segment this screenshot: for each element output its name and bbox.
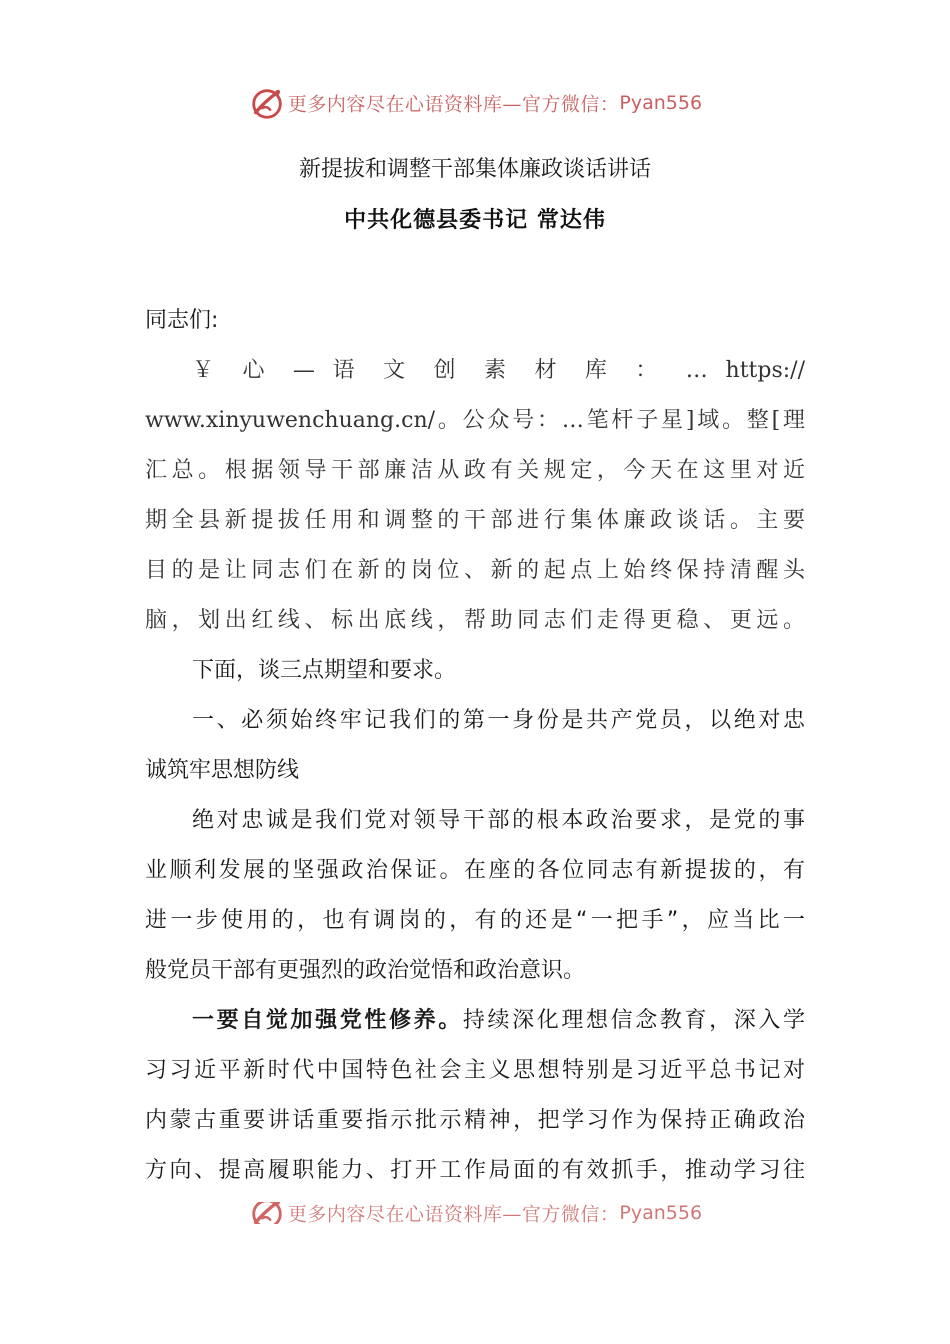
document-author: 中共化德县委书记 常达伟: [344, 208, 606, 233]
intro-line-4: 期全县新提拔任用和调整的干部进行集体廉政谈话。主要: [145, 508, 805, 533]
party-spirit-line-3: 内蒙古重要讲话重要指示批示精神，把学习作为保持正确政治: [145, 1108, 805, 1133]
party-spirit-line-1-text: 持续深化理想信念教育，深入学: [462, 1008, 805, 1033]
heading-one-line-2: 诚筑牢思想防线: [145, 758, 300, 783]
salutation: 同志们:: [145, 308, 219, 333]
watermark-wechat-id: Pyan556: [619, 1202, 703, 1224]
party-spirit-line-2: 习习近平新时代中国特色社会主义思想特别是习近平总书记对: [145, 1058, 805, 1083]
intro-line-3: 汇总。根据领导干部廉洁从政有关规定，今天在这里对近: [145, 458, 805, 483]
intro-line-5: 目的是让同志们在新的岗位、新的起点上始终保持清醒头: [145, 558, 805, 583]
party-spirit-line-4: 方向、提高履职能力、打开工作局面的有效抓手，推动学习往: [145, 1158, 805, 1183]
watermark-text: 更多内容尽在心语资料库—官方微信：: [287, 93, 620, 116]
loyalty-line-1: 绝对忠诚是我们党对领导干部的根本政治要求，是党的事: [192, 808, 805, 833]
watermark-text: 更多内容尽在心语资料库—官方微信：: [287, 1203, 620, 1224]
intro-line-6: 脑，划出红线、标出底线，帮助同志们走得更稳、更远。: [145, 608, 805, 633]
document-title: 新提拔和调整干部集体廉政谈话讲话: [298, 157, 651, 182]
watermark-footer: [0, 1202, 950, 1224]
loyalty-line-2: 业顺利发展的坚强政治保证。在座的各位同志有新提拔的，有: [145, 858, 805, 883]
loyalty-line-4: 般党员干部有更强烈的政治觉悟和政治意识。: [145, 958, 586, 983]
party-spirit-heading: 一要自觉加强党性修养。: [192, 1008, 463, 1033]
heading-one-line-1: 一、必须始终牢记我们的第一身份是共产党员，以绝对忠: [192, 708, 805, 733]
intro-line-1: ￥ 心 — 语 文 创 素 材 库 ： … https://: [192, 358, 805, 383]
watermark-wechat-id: Pyan556: [619, 92, 703, 114]
document-body: [145, 296, 805, 1196]
brush-logo-icon: [248, 84, 286, 122]
brush-logo-icon: [248, 1202, 286, 1224]
intro-line-2: www.xinyuwenchuang.cn/。公众号：…笔杆子星]域。整[理: [145, 408, 805, 433]
paragraph-expectations: 下面，谈三点期望和要求。: [192, 658, 457, 683]
loyalty-line-3: 进一步使用的，也有调岗的，有的还是“一把手”，应当比一: [145, 908, 805, 933]
watermark-header: [0, 84, 950, 122]
party-spirit-line-1: [145, 996, 805, 1046]
